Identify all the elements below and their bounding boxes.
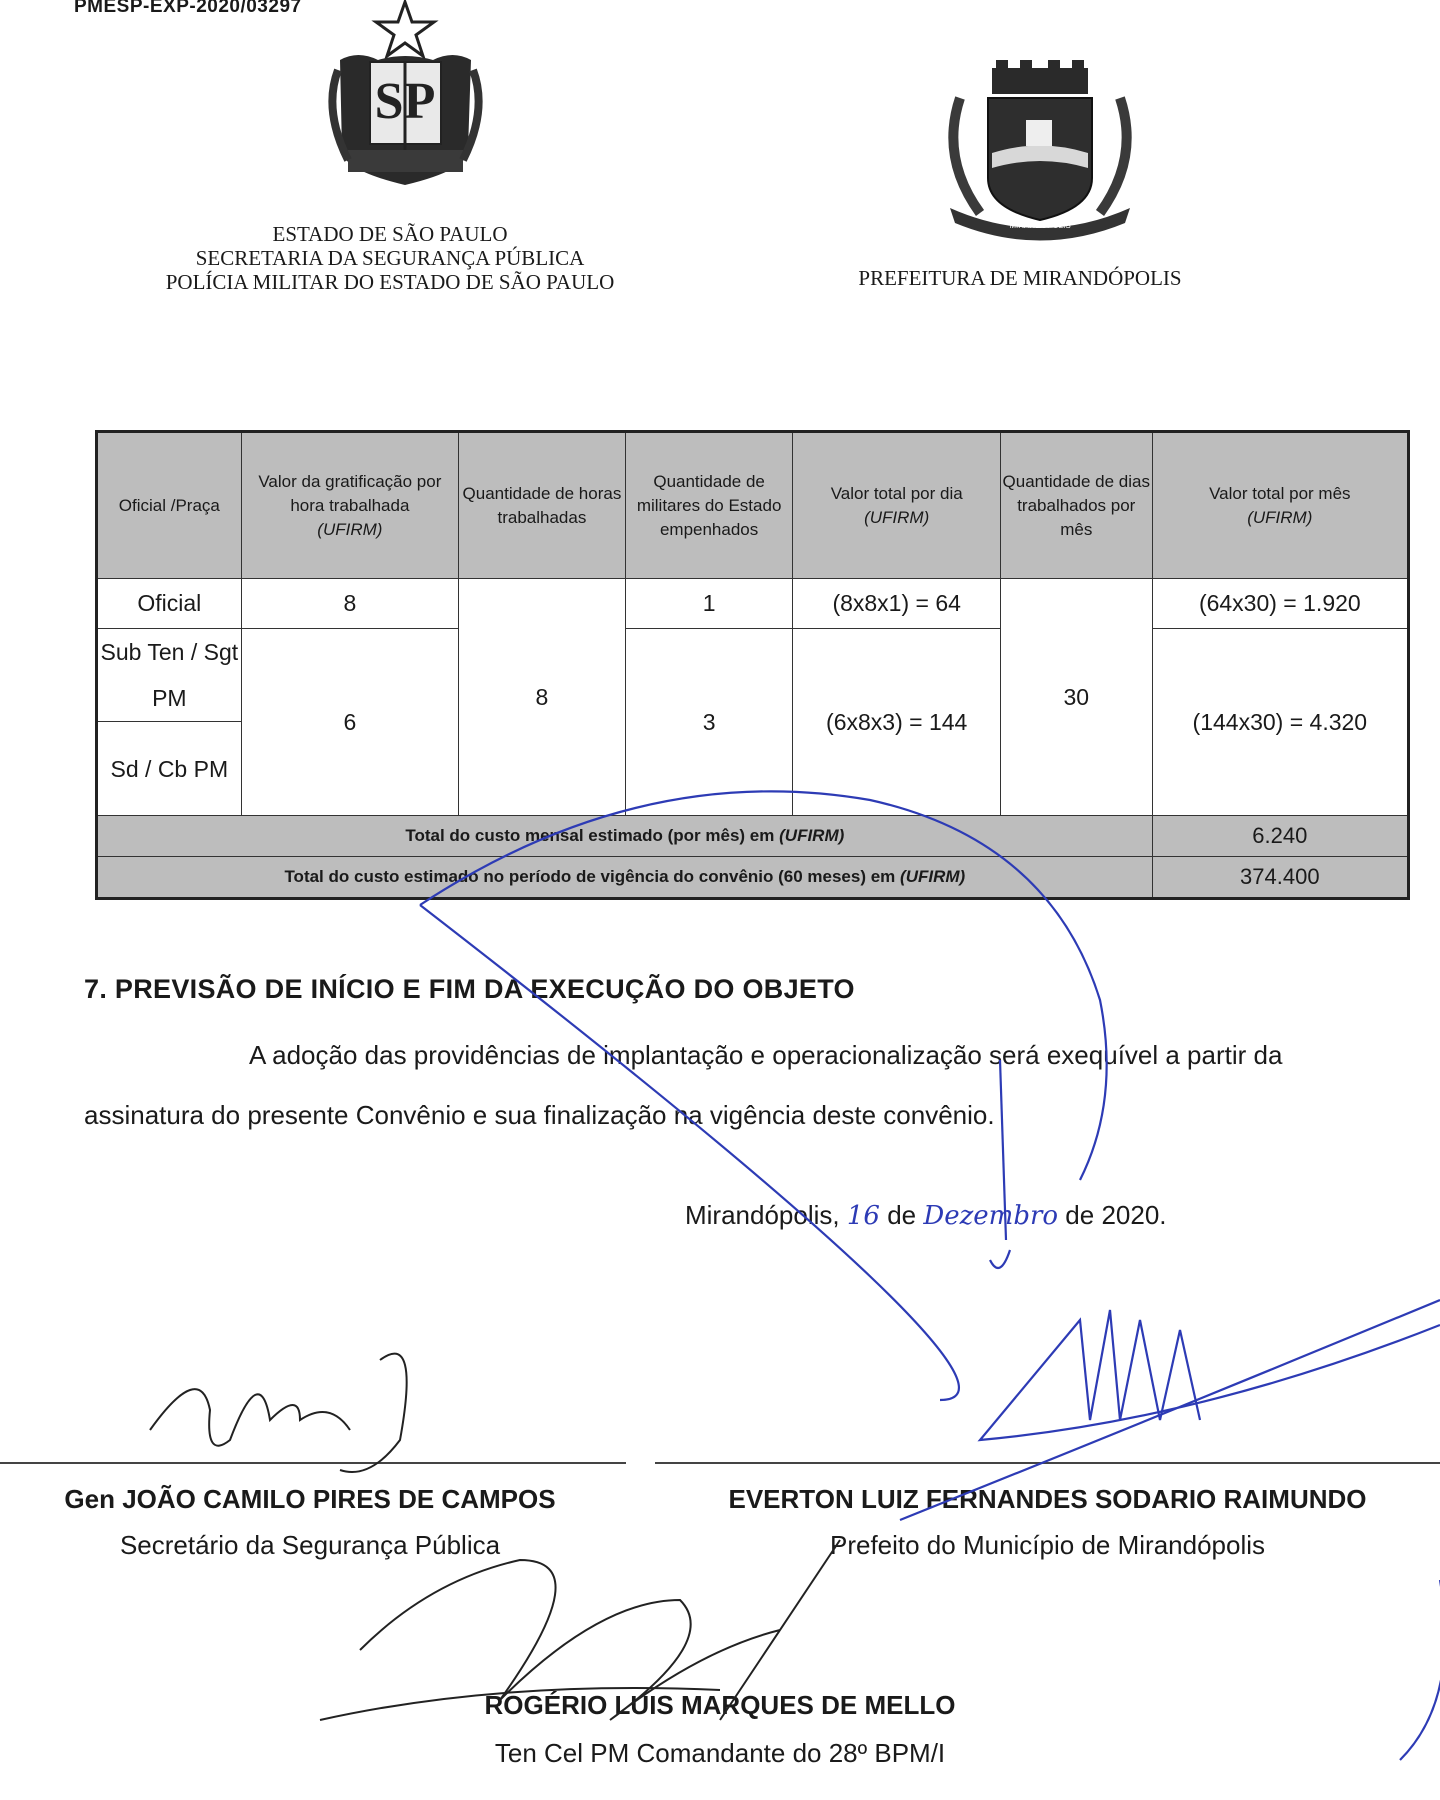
daily-others: (6x8x3) = 144 <box>793 629 1000 816</box>
section-title: 7. PREVISÃO DE INÍCIO E FIM DA EXECUÇÃO DO OBJETO <box>84 974 855 1004</box>
header-line-police: POLÍCIA MILITAR DO ESTADO DE SÃO PAULO <box>165 270 615 294</box>
signatory-secretary-role: Secretário da Segurança Pública <box>119 1530 501 1560</box>
state-header <box>120 222 660 294</box>
seal-letters: SP <box>374 73 436 130</box>
cost-table <box>95 430 1410 900</box>
table-row <box>97 579 1409 629</box>
table-header-row <box>97 432 1409 579</box>
hours-value: 8 <box>459 579 626 816</box>
col-header-days: Quantidade de dias trabalhados por mês <box>1000 432 1152 579</box>
bonus-others: 6 <box>241 629 458 816</box>
blue-signature-mayor <box>420 791 1440 1760</box>
signatory-secretary-name: Gen JOÃO CAMILO PIRES DE CAMPOS <box>64 1484 556 1514</box>
personnel-others: 3 <box>625 629 793 816</box>
signatory-commander-role: Ten Cel PM Comandante do 28º BPM/I <box>494 1738 946 1768</box>
header-line-state: ESTADO DE SÃO PAULO <box>272 222 508 246</box>
bonus-officer: 8 <box>241 579 458 629</box>
signatory-mayor-name: EVERTON LUIZ FERNANDES SODARIO RAIMUNDO <box>728 1484 1367 1514</box>
rank-praca-cell <box>97 629 242 816</box>
personnel-officer: 1 <box>625 579 793 629</box>
col-header-hourly-bonus: Valor da gratificação por hora trabalhada (UFIRM) <box>241 432 458 579</box>
arms-motto: MIRANDÓPOLIS <box>1009 221 1071 230</box>
rank-sd: Sd / Cb PM <box>110 755 229 782</box>
col-header-hours: Quantidade de horas trabalhadas <box>459 432 626 579</box>
rank-officer: Oficial <box>97 579 242 629</box>
daily-officer: (8x8x1) = 64 <box>793 579 1000 629</box>
rank-subten: Sub Ten / Sgt PM <box>98 629 241 722</box>
total-monthly-label: Total do custo mensal estimado (por mês) em (UFIRM) <box>97 816 1153 857</box>
monthly-officer: (64x30) = 1.920 <box>1152 579 1408 629</box>
monthly-others: (144x30) = 4.320 <box>1152 629 1408 816</box>
document-reference: PMESP-EXP-2020/03297 <box>74 0 302 17</box>
total-period-label: Total do custo estimado no período de vigência do convênio (60 meses) em (UFIRM) <box>97 857 1153 899</box>
signature-line-mayor <box>655 1462 1440 1464</box>
total-monthly-row <box>97 816 1409 857</box>
signatory-mayor-role: Prefeito do Município de Mirandópolis <box>829 1530 1266 1560</box>
municipality-header: PREFEITURA DE MIRANDÓPOLIS <box>858 266 1182 290</box>
table-row <box>97 629 1409 816</box>
total-period-row <box>97 857 1409 899</box>
signatory-commander-name: ROGÉRIO LUIS MARQUES DE MELLO <box>484 1690 956 1720</box>
section-paragraph: A adoção das providências de implantação e operacionalização será exequível a partir da assinatura do presente Convênio e sua finalização na vigência deste convênio. <box>84 1040 1283 1130</box>
col-header-personnel: Quantidade de militares do Estado empenhados <box>625 432 793 579</box>
header-line-secretariat: SECRETARIA DA SEGURANÇA PÚBLICA <box>195 246 585 270</box>
total-period-value: 374.400 <box>1152 857 1408 899</box>
date-day: 16 <box>846 1201 880 1231</box>
date-line: Mirandópolis, 16 de Dezembro de 2020. <box>685 1200 1167 1231</box>
mirandopolis-coat-of-arms <box>930 58 1150 243</box>
col-header-monthly-total: Valor total por mês (UFIRM) <box>1152 432 1408 579</box>
date-month: Dezembro <box>923 1201 1059 1231</box>
sao-paulo-state-seal <box>318 0 493 200</box>
days-value: 30 <box>1000 579 1152 816</box>
signature-line-secretary <box>0 1462 626 1464</box>
col-header-daily-total: Valor total por dia (UFIRM) <box>793 432 1000 579</box>
col-header-rank: Oficial /Praça <box>97 432 242 579</box>
total-monthly-value: 6.240 <box>1152 816 1408 857</box>
